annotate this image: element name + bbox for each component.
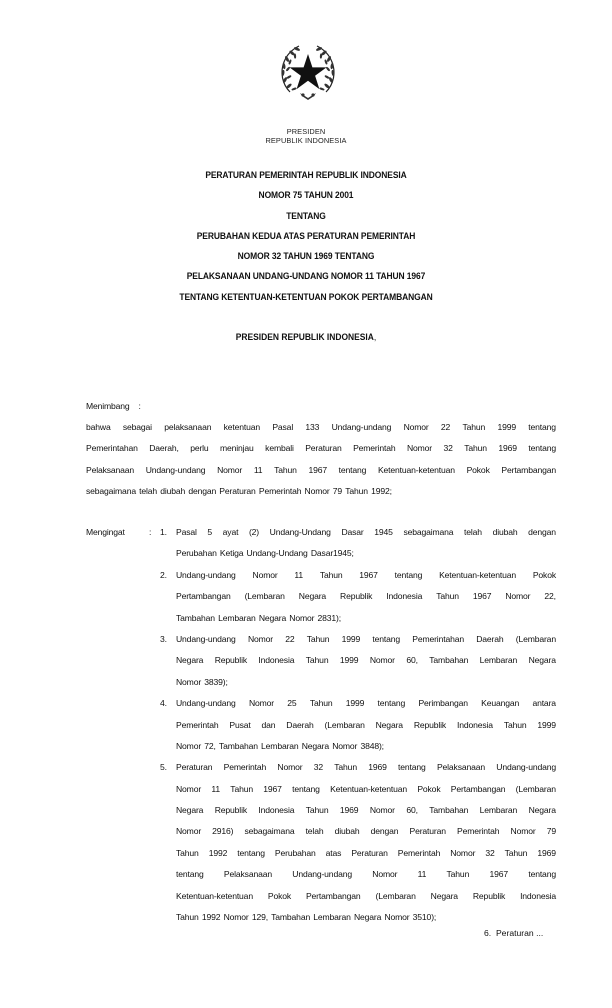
list-line: Tahun 1992 Nomor 129, Tambahan Lembaran Negara Nomor 3510); bbox=[176, 912, 437, 923]
president-heading-comma: , bbox=[373, 332, 377, 342]
list-number: 1. bbox=[160, 527, 167, 537]
title-line: NOMOR 75 TAHUN 2001 bbox=[258, 190, 354, 201]
list-line: Nomor 11 Tahun 1967 tentang Ketentuan-ketentuan Pokok Pertambangan (Lembaran bbox=[176, 783, 556, 794]
list-line: Ketentuan-ketentuan Pokok Pertambangan (Lembaran Negara Republik Indonesia bbox=[176, 890, 556, 901]
list-line: Pasal 5 ayat (2) Undang-Undang Dasar 1945 sebagaimana telah diubah dengan bbox=[176, 527, 556, 537]
mengingat-colon: : bbox=[149, 527, 152, 537]
paragraph-line: Pemerintahan Daerah, perlu meninjau kembali Peraturan Pemerintah Nomor 32 Tahun 1969 tentang bbox=[86, 443, 556, 454]
list-line: Undang-undang Nomor 25 Tahun 1999 tentang Perimbangan Keuangan antara bbox=[176, 698, 556, 709]
menimbang-paragraph bbox=[86, 417, 556, 503]
page-continuation-note: 6. Peraturan ... bbox=[484, 928, 544, 938]
list-line: tentang Pelaksanaan Undang-undang Nomor 11 Tahun 1967 tentang bbox=[176, 869, 556, 880]
document-title bbox=[24, 165, 587, 307]
list-item bbox=[160, 522, 556, 565]
letterhead-line-2: REPUBLIK INDONESIA bbox=[265, 136, 347, 145]
list-line: Perubahan Ketiga Undang-Undang Dasar1945; bbox=[176, 548, 354, 559]
menimbang-label: Menimbang : bbox=[86, 401, 141, 411]
title-line: PERATURAN PEMERINTAH REPUBLIK INDONESIA bbox=[205, 170, 407, 180]
president-heading bbox=[24, 332, 587, 342]
paragraph-line: sebagaimana telah diubah dengan Peraturan Pemerintah Nomor 79 Tahun 1992; bbox=[86, 486, 392, 497]
list-line: Pemerintah Pusat dan Daerah (Lembaran Negara Republik Indonesia Tahun 1999 bbox=[176, 719, 556, 730]
list-number: 5. bbox=[160, 762, 167, 773]
mengingat-list bbox=[160, 522, 556, 928]
title-line: TENTANG bbox=[286, 210, 326, 221]
list-line: Tambahan Lembaran Negara Nomor 2831); bbox=[176, 612, 341, 623]
list-line: Undang-undang Nomor 22 Tahun 1999 tentang Pemerintahan Daerah (Lembaran bbox=[176, 633, 556, 644]
list-line: Negara Republik Indonesia Tahun 1969 Nomor 60, Tambahan Lembaran Negara bbox=[176, 805, 556, 816]
list-line: Tahun 1992 tentang Perubahan atas Peraturan Pemerintah Nomor 32 Tahun 1969 bbox=[176, 847, 556, 858]
paragraph-line: Pelaksanaan Undang-undang Nomor 11 Tahun 1967 tentang Ketentuan-ketentuan Pokok Pertambangan bbox=[86, 464, 556, 475]
list-item bbox=[160, 629, 556, 693]
list-number: 2. bbox=[160, 569, 167, 580]
list-item bbox=[160, 693, 556, 757]
mengingat-label: Mengingat bbox=[86, 527, 125, 537]
list-item bbox=[160, 565, 556, 629]
president-heading-text: PRESIDEN REPUBLIK INDONESIA bbox=[235, 332, 374, 342]
list-item bbox=[160, 757, 556, 928]
paragraph-line: bahwa sebagai pelaksanaan ketentuan Pasal 133 Undang-undang Nomor 22 Tahun 1999 tentang bbox=[86, 422, 556, 432]
list-line: Pertambangan (Lembaran Negara Republik Indonesia Tahun 1967 Nomor 22, bbox=[176, 591, 556, 602]
letterhead-line-1: PRESIDEN bbox=[286, 127, 326, 136]
letterhead bbox=[0, 127, 612, 145]
list-line: Undang-undang Nomor 11 Tahun 1967 tentang Ketentuan-ketentuan Pokok bbox=[176, 569, 556, 580]
title-line: TENTANG KETENTUAN-KETENTUAN POKOK PERTAMBANGAN bbox=[179, 291, 433, 302]
list-line: Nomor 72, Tambahan Lembaran Negara Nomor 3848); bbox=[176, 740, 384, 751]
list-number: 3. bbox=[160, 633, 167, 644]
list-line: Nomor 2916) sebagaimana telah diubah dengan Peraturan Pemerintah Nomor 79 bbox=[176, 826, 556, 837]
list-number: 4. bbox=[160, 698, 167, 709]
state-emblem-icon bbox=[276, 40, 340, 104]
title-line: NOMOR 32 TAHUN 1969 TENTANG bbox=[237, 251, 375, 262]
title-line: PERUBAHAN KEDUA ATAS PERATURAN PEMERINTAH bbox=[196, 230, 416, 241]
list-line: Negara Republik Indonesia Tahun 1999 Nomor 60, Tambahan Lembaran Negara bbox=[176, 655, 556, 666]
title-line: PELAKSANAAN UNDANG-UNDANG NOMOR 11 TAHUN 1967 bbox=[186, 271, 426, 282]
list-line: Peraturan Pemerintah Nomor 32 Tahun 1969 tentang Pelaksanaan Undang-undang bbox=[176, 762, 556, 773]
list-line: Nomor 3839); bbox=[176, 676, 228, 687]
